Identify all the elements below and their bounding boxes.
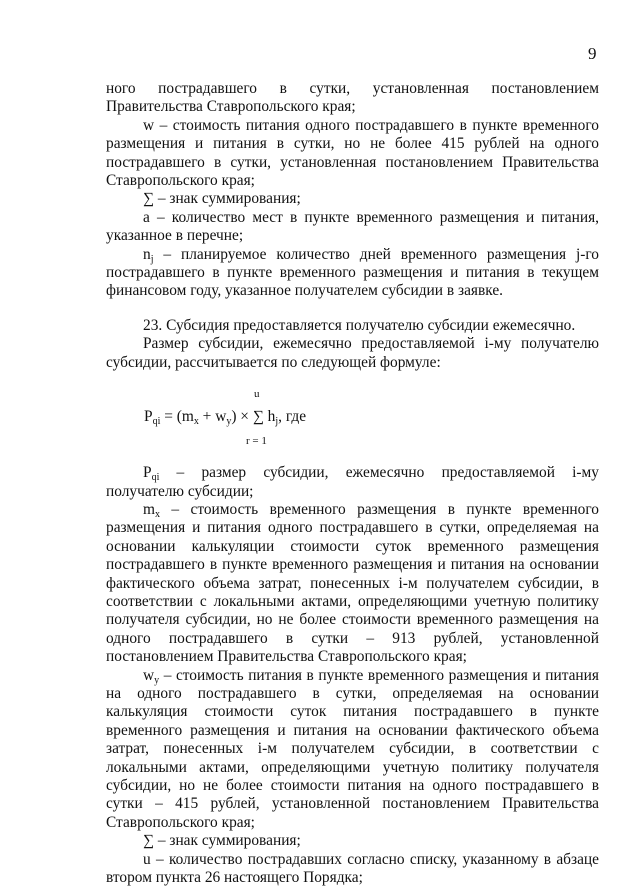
subsidy-formula	[106, 382, 599, 452]
w-symbol: w	[143, 666, 155, 684]
paragraph-u-definition: u – количество пострадавших согласно списку, указанному в абзаце втором пункта 26 настоящего Порядка;	[106, 850, 599, 887]
paragraph-w-definition-2	[106, 667, 599, 833]
formula-lower-limit: r = 1	[246, 435, 267, 448]
m-text: – стоимость временного размещения в пункте временного размещения и питания одного пострадавшего в сутки, определяемая на основании калькуляции стоимости суток временного размещения пострадавшего в пункте временного размещения и питания на основании фактического объема затрат, понесенных i-м получателем субсидии, в соответствии с локальными актами, определяющими учетную политику получателя субсидии, но не более стоимости временного размещения на одного пострадавшего в сутки – 913 рублей, установленной постановлением Правительства Ставропольского края;	[106, 500, 599, 666]
spacer	[106, 301, 599, 317]
formula-part2: + w	[198, 408, 227, 426]
page-number: 9	[588, 44, 597, 63]
nj-symbol: n	[143, 245, 151, 263]
paragraph-sum-definition-2: ∑ – знак суммирования;	[143, 832, 301, 850]
paragraph-23: 23. Субсидия предоставляется получателю субсидии ежемесячно.	[143, 316, 576, 334]
formula-h-sub: j	[275, 416, 279, 428]
nj-text: – планируемое количество дней временного размещения j-го пострадавшего в пункте временного размещения и питания в текущем финансовом году, указанное получателем субсидии в заявке.	[106, 245, 599, 300]
paragraph-a-definition: a – количество мест в пункте временного размещения и питания, указанное в перечне;	[106, 208, 599, 245]
paragraph-P-definition	[106, 464, 599, 501]
formula-P: P	[144, 408, 153, 426]
w-text: – стоимость питания в пункте временного размещения и питания на одного пострадавшего в сутки, определяемая на основании калькуляция стоимости суток питания пострадавшего в пункте временного размещения и питания на основании фактического объема затрат, понесенных i-м получателем субсидии, в соответствии с локальными актами, определяющими учетную политику получателя субсидии, но не более стоимости питания на одного пострадавшего в сутки – 415 рублей, установленной постановлением Правительства Ставропольского края;	[106, 666, 599, 831]
formula-part1: = (m	[160, 408, 194, 426]
paragraph-w-definition: w – стоимость питания одного пострадавшего в пункте временного размещения и питания в сутки, но не более 415 рублей на одного пострадавшего в сутки, установленная постановлением Правительства Ставропольского края;	[106, 116, 599, 190]
formula-tail: , где	[278, 408, 307, 426]
formula-w-sub: y	[226, 416, 232, 428]
w-subscript: y	[154, 674, 160, 686]
p-text: – размер субсидии, ежемесячно предоставляемой i-му получателю субсидии;	[106, 464, 599, 500]
p-subscript: qi	[151, 472, 160, 484]
formula-m-sub: x	[193, 416, 199, 428]
nj-subscript: j	[150, 253, 154, 265]
paragraph-continuation: ного пострадавшего в сутки, установленная постановлением Правительства Ставропольского края;	[106, 80, 599, 116]
formula-main	[144, 408, 306, 426]
m-subscript: x	[154, 508, 160, 520]
paragraph-sum-definition: ∑ – знак суммирования;	[143, 190, 301, 208]
formula-upper-limit: u	[254, 388, 260, 401]
paragraph-m-definition	[106, 501, 599, 667]
paragraph-nj-definition	[106, 246, 599, 301]
document-body	[106, 80, 599, 887]
formula-P-sub: qi	[152, 416, 161, 428]
p-symbol: P	[143, 464, 152, 482]
m-symbol: m	[143, 500, 155, 518]
formula-part3: ) × ∑ h	[231, 408, 276, 426]
paragraph-subsidy-size: Размер субсидии, ежемесячно предоставляемой i-му получателю субсидии, рассчитывается по следующей формуле:	[106, 335, 599, 371]
